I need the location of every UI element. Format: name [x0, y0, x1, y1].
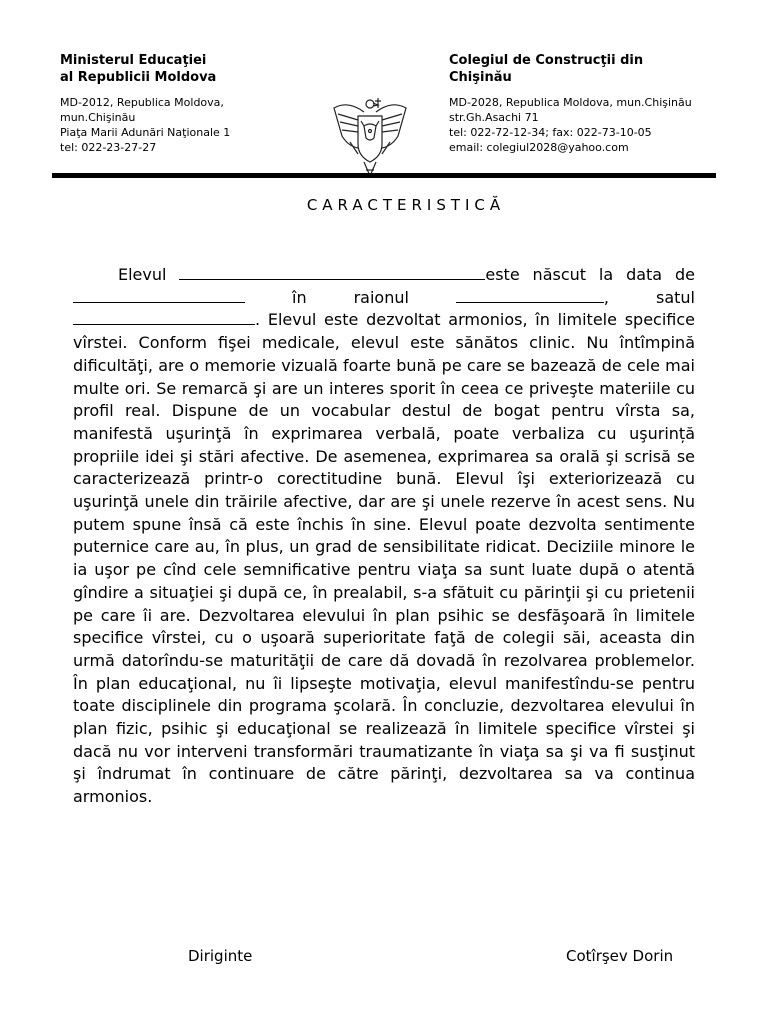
college-email: email: colegiul2028@yahoo.com: [449, 141, 629, 154]
student-name-blank: [179, 265, 485, 280]
college-title-line1: Colegiul de Construcţii din: [449, 53, 644, 68]
ministry-address-line1: MD-2012, Republica Moldova,: [60, 96, 224, 109]
college-address-line1: MD-2028, Republica Moldova, mun.Chişinău: [449, 96, 692, 109]
text-district: în raionul: [292, 287, 409, 307]
college-title-line2: Chişinău: [449, 70, 512, 85]
ministry-address-line2: mun.Chişinău: [60, 111, 136, 124]
ministry-address-line3: Piaţa Marii Adunări Naţionale 1: [60, 126, 231, 139]
ministry-phone: tel: 022-23-27-27: [60, 141, 157, 154]
birth-date-blank: [73, 288, 245, 303]
college-address-line2: str.Gh.Asachi 71: [449, 111, 539, 124]
signature-name: Cotîrşev Dorin: [566, 947, 674, 965]
header-divider: [52, 173, 716, 178]
document-title: CARACTERISTICĂ: [306, 196, 506, 214]
document-body: [73, 264, 695, 809]
right-header: [449, 52, 739, 155]
signature-role: Diriginte: [188, 947, 253, 965]
district-blank: [456, 288, 604, 303]
text-village: , satul: [603, 287, 695, 307]
college-phone-fax: tel: 022-72-12-34; fax: 022-73-10-05: [449, 126, 652, 139]
intro-word: Elevul: [118, 265, 167, 284]
left-header: [60, 52, 360, 155]
text-born: este născut la data de: [485, 265, 696, 284]
body-paragraph: . Elevul este dezvoltat armonios, în limitele specifice vîrstei. Conform fişei medicale, elevul este sănătos clinic. Nu întîmpină dificultăţi, are o memorie vizuală foarte bună pe care se bazează de cele mai multe ori. Se remarcă şi are un interes sporit în ceea ce priveşte materiile cu profil real. Dispune de un vocabular destul de bogat pentru vîrsta sa, manifestă uşurinţă în exprimarea verbală, poate verbaliza cu uşurință propriile idei şi stări afective. De asemenea, exprimarea sa orală şi scrisă se caracterizează printr-o corectitudine bună. Elevul îşi exteriorizează cu uşurinţă unele din trăirile afective, dar are şi unele rezerve în acest sens. Nu putem spune însă că este închis în sine. Elevul poate dezvolta sentimente puternice care au, în plus, un grad de sensibilitate ridicat. Deciziile minore le ia uşor pe cînd cele semnificative pentru viaţa sa sunt luate după o atentă gîndire a situaţiei şi după ce, în prealabil, s-a sfătuit cu părinţii şi cu prietenii pe care îi are. Dezvoltarea elevului în plan psihic se desfăşoară în limitele specifice vîrstei, cu o uşoară superioritate faţă de colegii săi, aceasta din urmă datorîndu-se maturităţii de care dă dovadă în rezolvarea problemelor. În plan educaţional, nu îi lipseşte motivaţia, elevul manifestîndu-se pentru toate disciplinele din programa şcolară. În concluzie, dezvoltarea elevului în plan fizic, psihic şi educaţional se realizează în limitele specifice vîrstei şi dacă nu vor interveni transformări traumatizante în viaţa sa şi va fi susţinut şi îndrumat în continuare de către părinţi, dezvoltarea sa va continua armonios.: [73, 310, 695, 807]
ministry-title-line1: Ministerul Educaţiei: [60, 53, 207, 68]
ministry-title-line2: al Republicii Moldova: [60, 70, 217, 85]
village-blank: [73, 310, 255, 325]
